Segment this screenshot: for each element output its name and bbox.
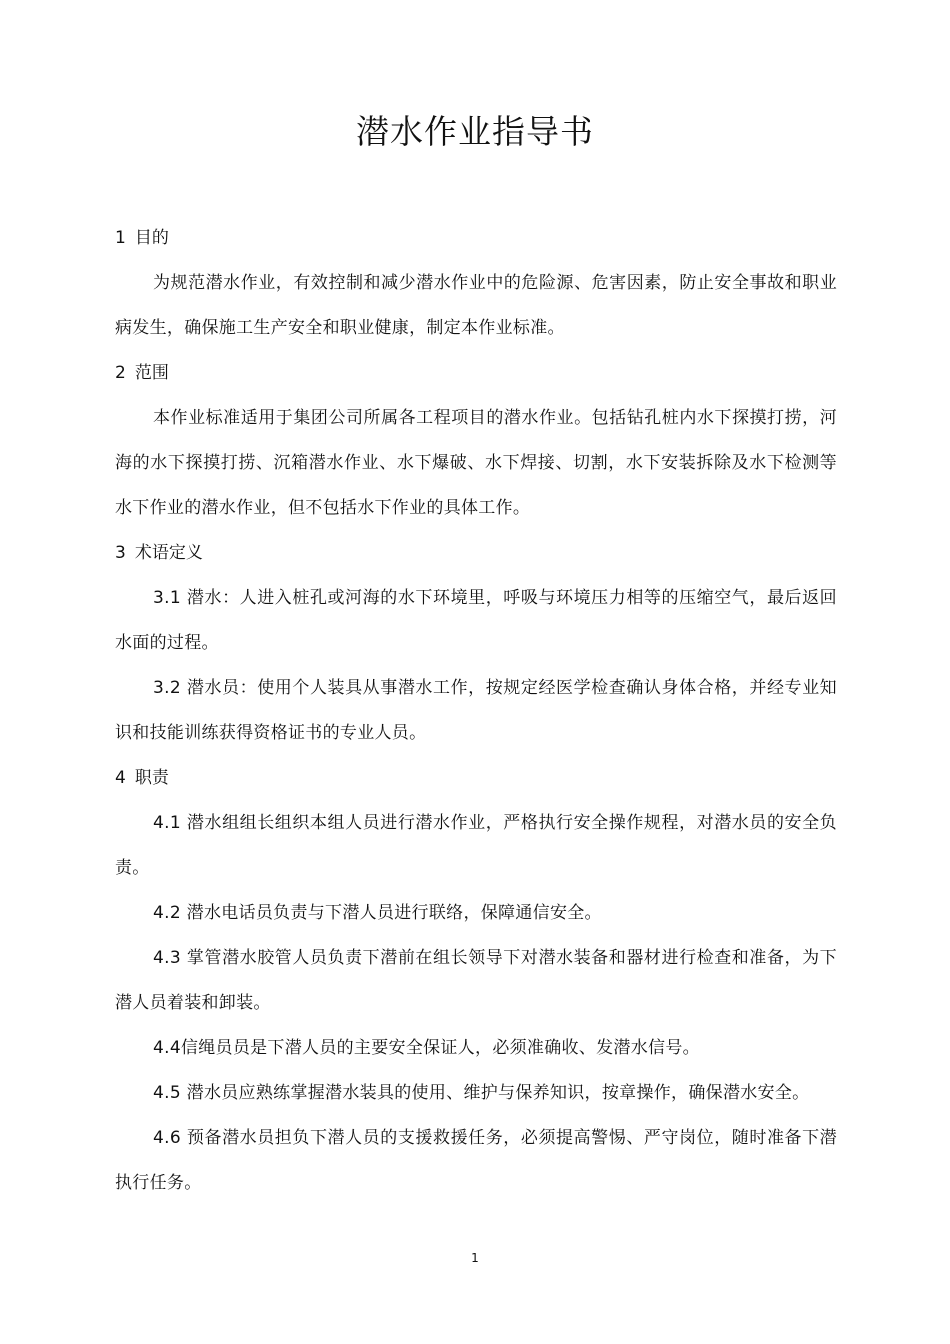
paragraph: 3.1 潜水：人进入桩孔或河海的水下环境里，呼吸与环境压力相等的压缩空气，最后返回水面的过程。	[115, 588, 837, 653]
paragraph: 4.5 潜水员应熟练掌握潜水装具的使用、维护与保养知识，按章操作，确保潜水安全。	[153, 1083, 810, 1103]
section-heading	[115, 531, 837, 576]
section-number: 2	[115, 363, 126, 383]
section-scope	[115, 351, 837, 531]
section-number: 3	[115, 543, 126, 563]
section-title: 目的	[134, 228, 169, 248]
section-number: 4	[115, 768, 126, 788]
paragraph: 4.4信绳员员是下潜人员的主要安全保证人，必须准确收、发潜水信号。	[153, 1038, 700, 1058]
section-heading	[115, 216, 837, 261]
section-heading	[115, 756, 837, 801]
paragraph: 3.2 潜水员：使用个人装具从事潜水工作，按规定经医学检查确认身体合格，并经专业知识和技能训练获得资格证书的专业人员。	[115, 678, 837, 743]
page-number: 1	[471, 1251, 479, 1265]
section-title: 职责	[134, 768, 169, 788]
paragraph: 为规范潜水作业，有效控制和减少潜水作业中的危险源、危害因素，防止安全事故和职业病发生，确保施工生产安全和职业健康，制定本作业标准。	[115, 273, 837, 338]
section-purpose	[115, 216, 837, 351]
paragraph: 本作业标准适用于集团公司所属各工程项目的潜水作业。包括钻孔桩内水下探摸打捞，河海的水下探摸打捞、沉箱潜水作业、水下爆破、水下焊接、切割，水下安装拆除及水下检测等水下作业的潜水作业，但不包括水下作业的具体工作。	[115, 408, 837, 518]
section-responsibilities	[115, 756, 837, 1206]
section-definitions	[115, 531, 837, 756]
section-number: 1	[115, 228, 126, 248]
paragraph: 4.6 预备潜水员担负下潜人员的支援救援任务，必须提高警惕、严守岗位，随时准备下潜执行任务。	[115, 1128, 837, 1193]
document-title: 潜水作业指导书	[356, 112, 594, 151]
document-body	[115, 216, 837, 1206]
section-title: 术语定义	[134, 543, 203, 563]
paragraph: 4.2 潜水电话员负责与下潜人员进行联络，保障通信安全。	[153, 903, 602, 923]
paragraph: 4.1 潜水组组长组织本组人员进行潜水作业，严格执行安全操作规程，对潜水员的安全负责。	[115, 813, 837, 878]
section-heading	[115, 351, 837, 396]
paragraph: 4.3 掌管潜水胶管人员负责下潜前在组长领导下对潜水装备和器材进行检查和准备，为下潜人员着装和卸装。	[115, 948, 837, 1013]
section-title: 范围	[134, 363, 169, 383]
